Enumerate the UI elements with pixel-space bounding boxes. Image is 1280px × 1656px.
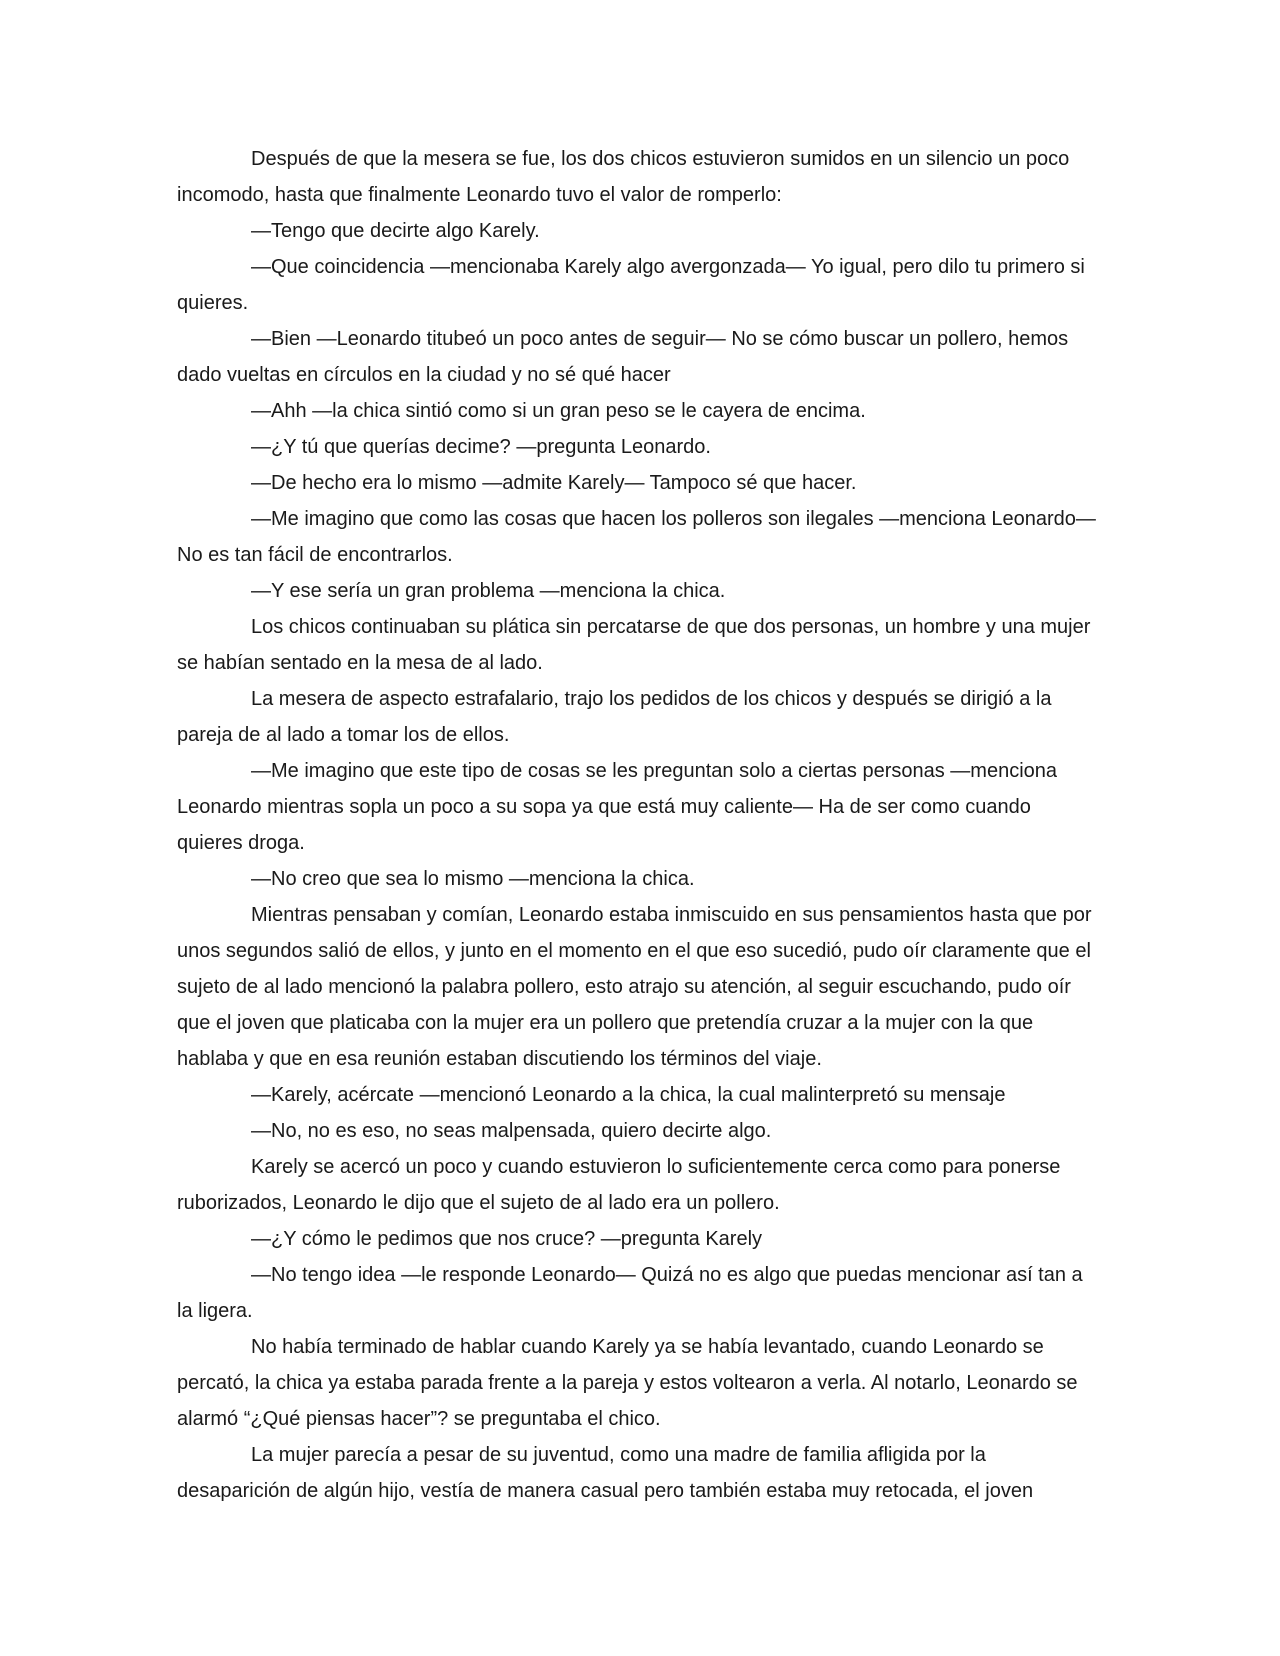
paragraph: —Me imagino que este tipo de cosas se les preguntan solo a ciertas personas —menciona Leonardo mientras sopla un poco a su sopa ya que está muy caliente— Ha de ser como cuando quieres droga. [177, 760, 1058, 854]
paragraph: —Y ese sería un gran problema —menciona la chica. [251, 580, 726, 602]
paragraph: Después de que la mesera se fue, los dos chicos estuvieron sumidos en un silencio un poco incomodo, hasta que finalmente Leonardo tuvo el valor de romperlo: [177, 148, 1070, 206]
paragraph: —De hecho era lo mismo —admite Karely— Tampoco sé que hacer. [251, 472, 857, 494]
paragraph: La mesera de aspecto estrafalario, trajo los pedidos de los chicos y después se dirigió a la pareja de al lado a tomar los de ellos. [177, 688, 1052, 746]
paragraph: La mujer parecía a pesar de su juventud, como una madre de familia afligida por la desaparición de algún hijo, vestía de manera casual pero también estaba muy retocada, el joven [177, 1444, 1034, 1502]
paragraph: —Bien —Leonardo titubeó un poco antes de seguir— No se cómo buscar un pollero, hemos dado vueltas en círculos en la ciudad y no sé qué hacer [177, 328, 1069, 386]
paragraph: —Me imagino que como las cosas que hacen los polleros son ilegales —menciona Leonardo— No es tan fácil de encontrarlos. [177, 508, 1096, 566]
paragraph: —¿Y cómo le pedimos que nos cruce? —pregunta Karely [251, 1228, 763, 1250]
document-page [177, 141, 1097, 1509]
paragraph: Los chicos continuaban su plática sin percatarse de que dos personas, un hombre y una mujer se habían sentado en la mesa de al lado. [177, 616, 1091, 674]
paragraph: —Ahh —la chica sintió como si un gran peso se le cayera de encima. [251, 400, 866, 422]
paragraph: —Que coincidencia —mencionaba Karely algo avergonzada— Yo igual, pero dilo tu primero si quieres. [177, 256, 1085, 314]
paragraph: —No, no es eso, no seas malpensada, quiero decirte algo. [251, 1120, 772, 1142]
paragraph: —No creo que sea lo mismo —menciona la chica. [251, 868, 695, 890]
paragraph: Karely se acercó un poco y cuando estuvieron lo suficientemente cerca como para ponerse ruborizados, Leonardo le dijo que el sujeto de al lado era un pollero. [177, 1156, 1061, 1214]
paragraph: No había terminado de hablar cuando Karely ya se había levantado, cuando Leonardo se percató, la chica ya estaba parada frente a la pareja y estos voltearon a verla. Al notarlo, Leonardo se alarmó “¿Qué piensas hacer”? se preguntaba el chico. [177, 1336, 1078, 1430]
paragraph: —No tengo idea —le responde Leonardo— Quizá no es algo que puedas mencionar así tan a la ligera. [177, 1264, 1083, 1322]
paragraph: —Karely, acércate —mencionó Leonardo a la chica, la cual malinterpretó su mensaje [251, 1084, 1006, 1106]
paragraph: —Tengo que decirte algo Karely. [251, 220, 540, 242]
paragraph: Mientras pensaban y comían, Leonardo estaba inmiscuido en sus pensamientos hasta que por unos segundos salió de ellos, y junto en el momento en el que eso sucedió, pudo oír claramente que el sujeto de al lado mencionó la palabra pollero, esto atrajo su atención, al seguir escuchando, pudo oír que el joven que platicaba con la mujer era un pollero que pretendía cruzar a la mujer con la que hablaba y que en esa reunión estaban discutiendo los términos del viaje. [177, 904, 1092, 1070]
paragraph: —¿Y tú que querías decime? —pregunta Leonardo. [251, 436, 711, 458]
